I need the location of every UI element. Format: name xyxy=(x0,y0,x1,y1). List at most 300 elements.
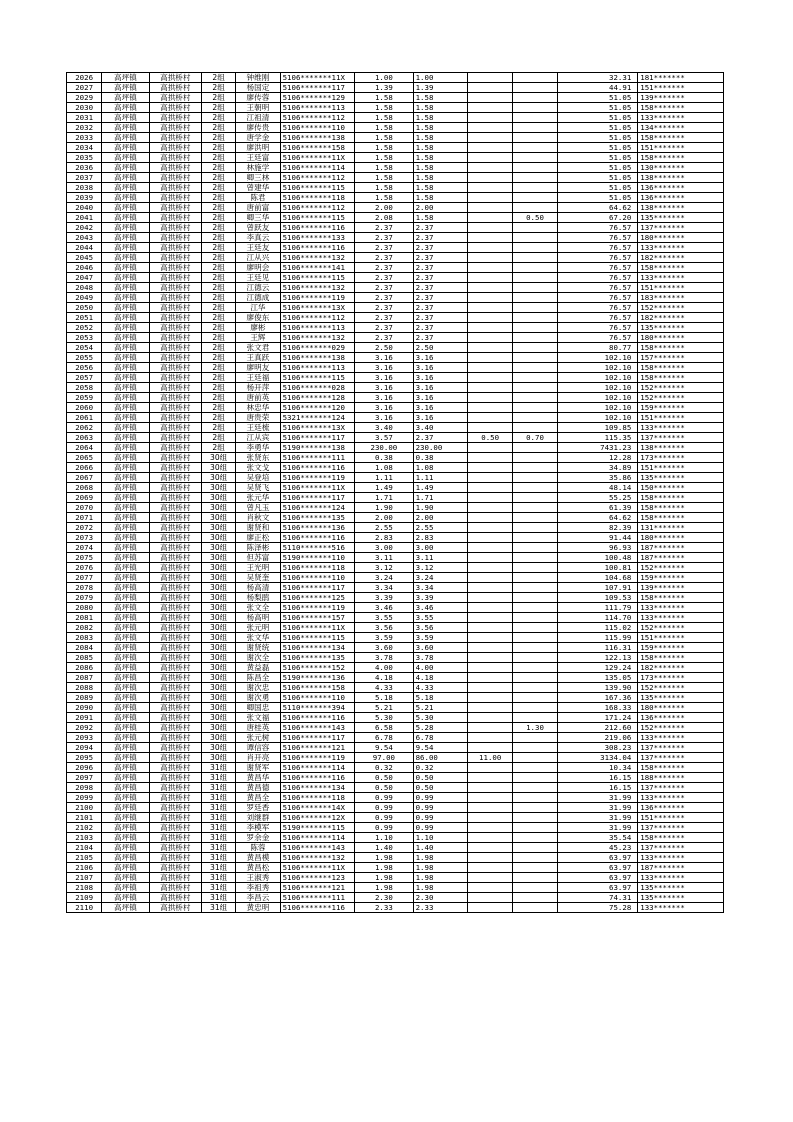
town-cell: 高坪镇 xyxy=(102,123,149,133)
table-row xyxy=(67,773,724,783)
area-b-cell: 11.00 xyxy=(468,753,513,763)
area-c-cell xyxy=(513,373,557,383)
id-number-cell: 5106*******11X xyxy=(280,483,355,493)
id-number-cell: 5106*******125 xyxy=(280,593,355,603)
area-a-cell: 1.90 xyxy=(413,503,467,513)
group-cell: 31组 xyxy=(202,853,236,863)
amount-cell: 34.89 xyxy=(557,463,638,473)
town-cell: 高坪镇 xyxy=(102,753,149,763)
area-b-cell xyxy=(468,763,513,773)
area-c-cell xyxy=(513,833,557,843)
group-cell: 30组 xyxy=(202,673,236,683)
amount-cell: 308.23 xyxy=(557,743,638,753)
id-number-cell: 5106*******110 xyxy=(280,693,355,703)
phone-cell: 151******* xyxy=(638,813,724,823)
town-cell: 高坪镇 xyxy=(102,333,149,343)
area-b-cell xyxy=(468,663,513,673)
amount-cell: 51.05 xyxy=(557,153,638,163)
village-cell: 高拱桥村 xyxy=(149,683,201,693)
area-a-cell: 2.50 xyxy=(413,343,467,353)
area-c-cell xyxy=(513,803,557,813)
seq-cell: 2110 xyxy=(67,903,102,913)
area-c-cell xyxy=(513,903,557,913)
id-number-cell: 5106*******12X xyxy=(280,813,355,823)
seq-cell: 2054 xyxy=(67,343,102,353)
town-cell: 高坪镇 xyxy=(102,473,149,483)
group-cell: 30组 xyxy=(202,573,236,583)
village-cell: 高拱桥村 xyxy=(149,593,201,603)
group-cell: 31组 xyxy=(202,873,236,883)
area-a-cell: 1.58 xyxy=(413,173,467,183)
seq-cell: 2092 xyxy=(67,723,102,733)
id-number-cell: 5106*******116 xyxy=(280,533,355,543)
area-c-cell xyxy=(513,493,557,503)
area-a-cell: 230.00 xyxy=(413,443,467,453)
name-cell: 廖俊东 xyxy=(236,313,280,323)
amount-cell: 31.99 xyxy=(557,813,638,823)
area-b-cell xyxy=(468,833,513,843)
village-cell: 高拱桥村 xyxy=(149,423,201,433)
amount-cell: 116.31 xyxy=(557,643,638,653)
group-cell: 31组 xyxy=(202,813,236,823)
town-cell: 高坪镇 xyxy=(102,173,149,183)
amount-cell: 35.86 xyxy=(557,473,638,483)
name-cell: 谢贤和 xyxy=(236,523,280,533)
name-cell: 张文华 xyxy=(236,633,280,643)
area-b-cell xyxy=(468,113,513,123)
group-cell: 30组 xyxy=(202,543,236,553)
town-cell: 高坪镇 xyxy=(102,763,149,773)
town-cell: 高坪镇 xyxy=(102,903,149,913)
amount-cell: 51.05 xyxy=(557,123,638,133)
total-area-cell: 3.56 xyxy=(355,623,413,633)
phone-cell: 133******* xyxy=(638,903,724,913)
village-cell: 高拱桥村 xyxy=(149,343,201,353)
area-c-cell xyxy=(513,323,557,333)
village-cell: 高拱桥村 xyxy=(149,143,201,153)
total-area-cell: 2.37 xyxy=(355,313,413,323)
phone-cell: 158******* xyxy=(638,503,724,513)
id-number-cell: 5106*******115 xyxy=(280,273,355,283)
area-b-cell xyxy=(468,643,513,653)
table-row xyxy=(67,323,724,333)
area-b-cell xyxy=(468,183,513,193)
table-row xyxy=(67,883,724,893)
name-cell: 王廷梳 xyxy=(236,423,280,433)
total-area-cell: 1.11 xyxy=(355,473,413,483)
id-number-cell: 5190*******110 xyxy=(280,553,355,563)
area-a-cell: 3.34 xyxy=(413,583,467,593)
group-cell: 2组 xyxy=(202,143,236,153)
area-a-cell: 3.16 xyxy=(413,353,467,363)
id-number-cell: 5106*******114 xyxy=(280,163,355,173)
table-row xyxy=(67,833,724,843)
area-c-cell xyxy=(513,333,557,343)
group-cell: 30组 xyxy=(202,603,236,613)
id-number-cell: 5106*******115 xyxy=(280,633,355,643)
group-cell: 30组 xyxy=(202,623,236,633)
phone-cell: 158******* xyxy=(638,493,724,503)
table-row xyxy=(67,483,724,493)
total-area-cell: 0.99 xyxy=(355,803,413,813)
area-c-cell xyxy=(513,353,557,363)
name-cell: 黄昌德 xyxy=(236,783,280,793)
area-a-cell: 1.98 xyxy=(413,883,467,893)
group-cell: 31组 xyxy=(202,803,236,813)
phone-cell: 136******* xyxy=(638,193,724,203)
village-cell: 高拱桥村 xyxy=(149,783,201,793)
area-b-cell: 0.50 xyxy=(468,433,513,443)
total-area-cell: 9.54 xyxy=(355,743,413,753)
phone-cell: 151******* xyxy=(638,633,724,643)
amount-cell: 102.10 xyxy=(557,353,638,363)
area-b-cell xyxy=(468,443,513,453)
total-area-cell: 3.34 xyxy=(355,583,413,593)
name-cell: 王廷富 xyxy=(236,153,280,163)
group-cell: 2组 xyxy=(202,253,236,263)
id-number-cell: 5106*******118 xyxy=(280,193,355,203)
group-cell: 2组 xyxy=(202,203,236,213)
amount-cell: 31.99 xyxy=(557,803,638,813)
area-c-cell xyxy=(513,83,557,93)
phone-cell: 150******* xyxy=(638,483,724,493)
total-area-cell: 2.37 xyxy=(355,253,413,263)
total-area-cell: 3.78 xyxy=(355,653,413,663)
town-cell: 高坪镇 xyxy=(102,183,149,193)
total-area-cell: 3.00 xyxy=(355,543,413,553)
group-cell: 30组 xyxy=(202,593,236,603)
name-cell: 卿三华 xyxy=(236,213,280,223)
group-cell: 2组 xyxy=(202,103,236,113)
town-cell: 高坪镇 xyxy=(102,793,149,803)
village-cell: 高拱桥村 xyxy=(149,153,201,163)
area-c-cell xyxy=(513,123,557,133)
total-area-cell: 5.21 xyxy=(355,703,413,713)
amount-cell: 115.35 xyxy=(557,433,638,443)
amount-cell: 100.81 xyxy=(557,563,638,573)
area-c-cell xyxy=(513,523,557,533)
amount-cell: 76.57 xyxy=(557,243,638,253)
area-a-cell: 3.11 xyxy=(413,553,467,563)
town-cell: 高坪镇 xyxy=(102,703,149,713)
area-a-cell: 2.37 xyxy=(413,253,467,263)
town-cell: 高坪镇 xyxy=(102,563,149,573)
group-cell: 30组 xyxy=(202,643,236,653)
town-cell: 高坪镇 xyxy=(102,103,149,113)
phone-cell: 158******* xyxy=(638,763,724,773)
id-number-cell: 5106*******114 xyxy=(280,763,355,773)
village-cell: 高拱桥村 xyxy=(149,193,201,203)
phone-cell: 173******* xyxy=(638,673,724,683)
seq-cell: 2107 xyxy=(67,873,102,883)
area-a-cell: 1.58 xyxy=(413,143,467,153)
village-cell: 高拱桥村 xyxy=(149,263,201,273)
area-a-cell: 1.11 xyxy=(413,473,467,483)
area-b-cell xyxy=(468,353,513,363)
table-row xyxy=(67,643,724,653)
area-b-cell xyxy=(468,143,513,153)
area-a-cell: 3.16 xyxy=(413,393,467,403)
seq-cell: 2031 xyxy=(67,113,102,123)
area-b-cell xyxy=(468,203,513,213)
area-c-cell xyxy=(513,403,557,413)
group-cell: 31组 xyxy=(202,773,236,783)
total-area-cell: 3.12 xyxy=(355,563,413,573)
area-a-cell: 0.99 xyxy=(413,793,467,803)
total-area-cell: 3.59 xyxy=(355,633,413,643)
name-cell: 廖洪明 xyxy=(236,143,280,153)
id-number-cell: 5106*******117 xyxy=(280,583,355,593)
table-row xyxy=(67,533,724,543)
phone-cell: 180******* xyxy=(638,703,724,713)
area-b-cell xyxy=(468,793,513,803)
area-b-cell xyxy=(468,693,513,703)
seq-cell: 2086 xyxy=(67,663,102,673)
town-cell: 高坪镇 xyxy=(102,193,149,203)
amount-cell: 31.99 xyxy=(557,823,638,833)
seq-cell: 2106 xyxy=(67,863,102,873)
total-area-cell: 2.37 xyxy=(355,333,413,343)
amount-cell: 102.10 xyxy=(557,383,638,393)
area-b-cell xyxy=(468,623,513,633)
area-c-cell xyxy=(513,883,557,893)
amount-cell: 76.57 xyxy=(557,303,638,313)
seq-cell: 2093 xyxy=(67,733,102,743)
total-area-cell: 2.37 xyxy=(355,223,413,233)
group-cell: 30组 xyxy=(202,683,236,693)
town-cell: 高坪镇 xyxy=(102,73,149,83)
id-number-cell: 5106*******112 xyxy=(280,113,355,123)
village-cell: 高拱桥村 xyxy=(149,113,201,123)
seq-cell: 2068 xyxy=(67,483,102,493)
town-cell: 高坪镇 xyxy=(102,403,149,413)
amount-cell: 76.57 xyxy=(557,293,638,303)
id-number-cell: 5106*******132 xyxy=(280,853,355,863)
amount-cell: 48.14 xyxy=(557,483,638,493)
area-c-cell xyxy=(513,313,557,323)
village-cell: 高拱桥村 xyxy=(149,103,201,113)
phone-cell: 159******* xyxy=(638,573,724,583)
area-b-cell xyxy=(468,343,513,353)
id-number-cell: 5106*******114 xyxy=(280,833,355,843)
area-b-cell xyxy=(468,313,513,323)
village-cell: 高拱桥村 xyxy=(149,493,201,503)
seq-cell: 2030 xyxy=(67,103,102,113)
town-cell: 高坪镇 xyxy=(102,83,149,93)
village-cell: 高拱桥村 xyxy=(149,403,201,413)
total-area-cell: 1.39 xyxy=(355,83,413,93)
area-a-cell: 2.30 xyxy=(413,893,467,903)
area-c-cell xyxy=(513,383,557,393)
table-row xyxy=(67,393,724,403)
village-cell: 高拱桥村 xyxy=(149,523,201,533)
village-cell: 高拱桥村 xyxy=(149,773,201,783)
group-cell: 30组 xyxy=(202,713,236,723)
id-number-cell: 5106*******124 xyxy=(280,503,355,513)
seq-cell: 2062 xyxy=(67,423,102,433)
table-row xyxy=(67,363,724,373)
phone-cell: 183******* xyxy=(638,293,724,303)
name-cell: 谢次全 xyxy=(236,653,280,663)
phone-cell: 136******* xyxy=(638,183,724,193)
phone-cell: 133******* xyxy=(638,423,724,433)
area-c-cell xyxy=(513,853,557,863)
area-b-cell xyxy=(468,743,513,753)
amount-cell: 35.54 xyxy=(557,833,638,843)
amount-cell: 102.10 xyxy=(557,413,638,423)
table-row xyxy=(67,523,724,533)
seq-cell: 2064 xyxy=(67,443,102,453)
phone-cell: 152******* xyxy=(638,723,724,733)
phone-cell: 137******* xyxy=(638,783,724,793)
area-c-cell xyxy=(513,363,557,373)
phone-cell: 133******* xyxy=(638,113,724,123)
town-cell: 高坪镇 xyxy=(102,143,149,153)
id-number-cell: 5106*******132 xyxy=(280,333,355,343)
seq-cell: 2096 xyxy=(67,763,102,773)
area-c-cell xyxy=(513,653,557,663)
area-a-cell: 2.37 xyxy=(413,243,467,253)
table-row xyxy=(67,113,724,123)
town-cell: 高坪镇 xyxy=(102,873,149,883)
area-c-cell xyxy=(513,543,557,553)
seq-cell: 2075 xyxy=(67,553,102,563)
id-number-cell: 5106*******143 xyxy=(280,843,355,853)
village-cell: 高拱桥村 xyxy=(149,373,201,383)
table-row xyxy=(67,133,724,143)
area-b-cell xyxy=(468,613,513,623)
id-number-cell: 5106*******13X xyxy=(280,423,355,433)
name-cell: 李真云 xyxy=(236,233,280,243)
area-c-cell xyxy=(513,633,557,643)
area-c-cell xyxy=(513,893,557,903)
id-number-cell: 5106*******119 xyxy=(280,473,355,483)
amount-cell: 102.10 xyxy=(557,393,638,403)
area-c-cell xyxy=(513,863,557,873)
town-cell: 高坪镇 xyxy=(102,693,149,703)
table-row xyxy=(67,343,724,353)
phone-cell: 137******* xyxy=(638,753,724,763)
name-cell: 黄益磊 xyxy=(236,663,280,673)
area-b-cell xyxy=(468,383,513,393)
table-row xyxy=(67,243,724,253)
total-area-cell: 3.57 xyxy=(355,433,413,443)
table-row xyxy=(67,293,724,303)
area-c-cell xyxy=(513,673,557,683)
table-row xyxy=(67,473,724,483)
village-cell: 高拱桥村 xyxy=(149,483,201,493)
name-cell: 唐桂英 xyxy=(236,723,280,733)
area-c-cell xyxy=(513,223,557,233)
phone-cell: 133******* xyxy=(638,873,724,883)
total-area-cell: 0.99 xyxy=(355,813,413,823)
town-cell: 高坪镇 xyxy=(102,453,149,463)
area-b-cell xyxy=(468,403,513,413)
id-number-cell: 5106*******152 xyxy=(280,663,355,673)
group-cell: 31组 xyxy=(202,883,236,893)
area-a-cell: 2.37 xyxy=(413,263,467,273)
seq-cell: 2105 xyxy=(67,853,102,863)
amount-cell: 109.53 xyxy=(557,593,638,603)
phone-cell: 135******* xyxy=(638,693,724,703)
area-a-cell: 2.37 xyxy=(413,273,467,283)
phone-cell: 139******* xyxy=(638,93,724,103)
seq-cell: 2102 xyxy=(67,823,102,833)
area-c-cell xyxy=(513,163,557,173)
name-cell: 曾建华 xyxy=(236,183,280,193)
total-area-cell: 2.55 xyxy=(355,523,413,533)
id-number-cell: 5106*******123 xyxy=(280,873,355,883)
area-a-cell: 3.16 xyxy=(413,403,467,413)
table-row xyxy=(67,123,724,133)
area-c-cell xyxy=(513,463,557,473)
village-cell: 高拱桥村 xyxy=(149,673,201,683)
group-cell: 30组 xyxy=(202,753,236,763)
area-b-cell xyxy=(468,423,513,433)
seq-cell: 2026 xyxy=(67,73,102,83)
phone-cell: 151******* xyxy=(638,143,724,153)
village-cell: 高拱桥村 xyxy=(149,73,201,83)
area-b-cell xyxy=(468,473,513,483)
area-b-cell xyxy=(468,233,513,243)
group-cell: 2组 xyxy=(202,193,236,203)
area-a-cell: 3.16 xyxy=(413,373,467,383)
id-number-cell: 5106*******128 xyxy=(280,393,355,403)
area-a-cell: 0.32 xyxy=(413,763,467,773)
table-row xyxy=(67,683,724,693)
table-row xyxy=(67,593,724,603)
group-cell: 30组 xyxy=(202,473,236,483)
area-a-cell: 2.33 xyxy=(413,903,467,913)
table-row xyxy=(67,383,724,393)
village-cell: 高拱桥村 xyxy=(149,93,201,103)
amount-cell: 82.39 xyxy=(557,523,638,533)
total-area-cell: 6.58 xyxy=(355,723,413,733)
phone-cell: 151******* xyxy=(638,283,724,293)
group-cell: 30组 xyxy=(202,533,236,543)
town-cell: 高坪镇 xyxy=(102,603,149,613)
group-cell: 2组 xyxy=(202,283,236,293)
village-cell: 高拱桥村 xyxy=(149,693,201,703)
table-row xyxy=(67,613,724,623)
phone-cell: 180******* xyxy=(638,233,724,243)
seq-cell: 2059 xyxy=(67,393,102,403)
id-number-cell: 5106*******112 xyxy=(280,173,355,183)
area-a-cell: 0.50 xyxy=(413,773,467,783)
table-row xyxy=(67,893,724,903)
name-cell: 张文福 xyxy=(236,713,280,723)
amount-cell: 74.31 xyxy=(557,893,638,903)
area-c-cell xyxy=(513,393,557,403)
seq-cell: 2070 xyxy=(67,503,102,513)
area-b-cell xyxy=(468,563,513,573)
seq-cell: 2069 xyxy=(67,493,102,503)
village-cell: 高拱桥村 xyxy=(149,83,201,93)
amount-cell: 7431.23 xyxy=(557,443,638,453)
area-c-cell: 1.30 xyxy=(513,723,557,733)
group-cell: 2组 xyxy=(202,153,236,163)
village-cell: 高拱桥村 xyxy=(149,563,201,573)
area-a-cell: 2.00 xyxy=(413,513,467,523)
table-row xyxy=(67,623,724,633)
id-number-cell: 5106*******113 xyxy=(280,323,355,333)
group-cell: 2组 xyxy=(202,403,236,413)
village-cell: 高拱桥村 xyxy=(149,663,201,673)
area-a-cell: 3.78 xyxy=(413,653,467,663)
area-b-cell xyxy=(468,513,513,523)
id-number-cell: 5190*******138 xyxy=(280,443,355,453)
table-row xyxy=(67,813,724,823)
